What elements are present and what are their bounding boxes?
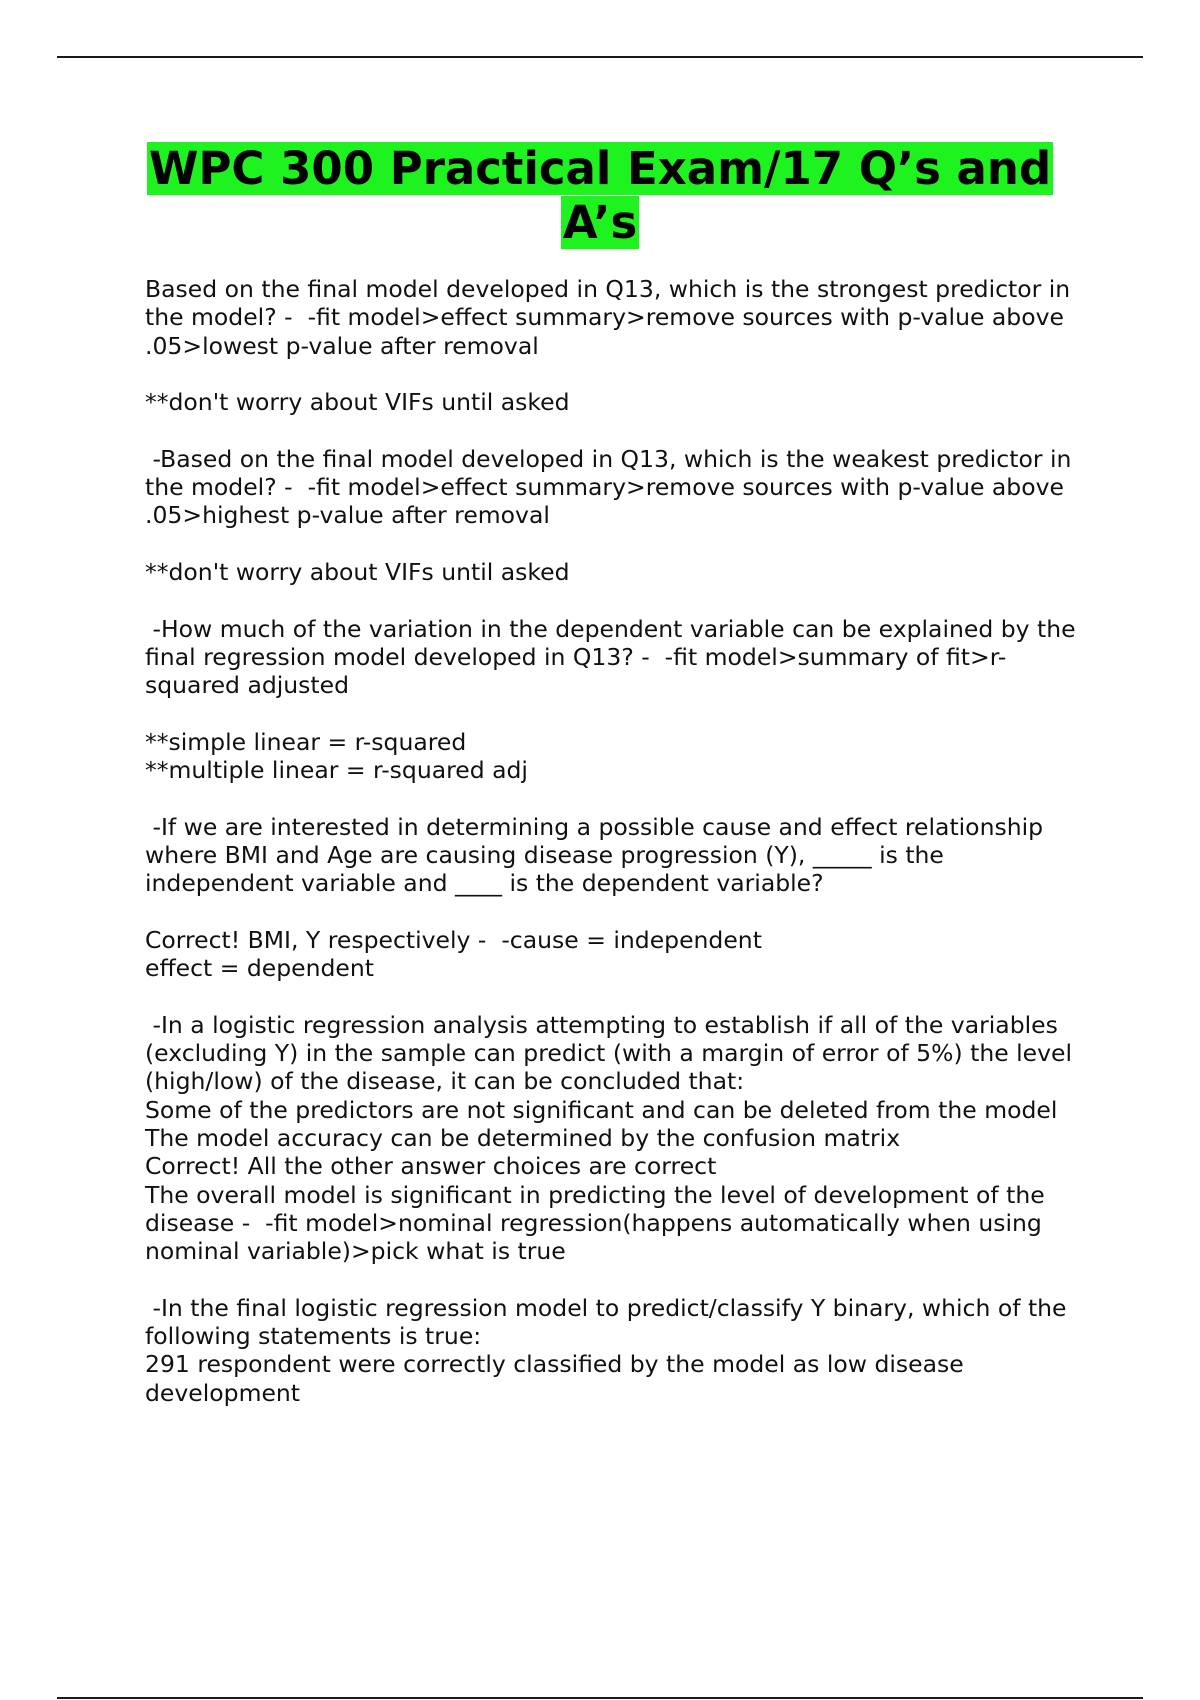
note-vifs-2: **don't worry about VIFs until asked: [145, 557, 570, 586]
paragraph-weakest-predictor: -Based on the final model developed in Q13, which is the weakest predictor in the model? - -fit model>effect summary>remove sources with p-value above .05>highest p-value after removal: [145, 444, 1079, 530]
answer-cause-effect: Correct! BMI, Y respectively - -cause = independent effect = dependent: [145, 925, 762, 983]
paragraph-strongest-predictor: Based on the final model developed in Q13, which is the strongest predictor in the model? - -fit model>effect summary>remove sources with p-value above .05>lowest p-value after removal: [145, 275, 1078, 360]
document-title: [140, 142, 1060, 250]
title-highlight: WPC 300 Practical Exam/17 Q’s and A’s: [148, 142, 1052, 249]
header-rule: [57, 56, 1143, 58]
paragraph-cause-effect: -If we are interested in determining a possible cause and effect relationship where BMI and Age are causing disease progression (Y), _____ is the independent variable and ____ is the dependent variable?: [145, 812, 1051, 898]
document-body: [145, 275, 1095, 1407]
note-vifs-1: **don't worry about VIFs until asked: [145, 388, 570, 417]
footer-rule: [57, 1697, 1143, 1699]
note-r-squared: **simple linear = r-squared **multiple linear = r-squared adj: [145, 727, 528, 785]
paragraph-logistic-regression: -In a logistic regression analysis attempting to establish if all of the variables (excluding Y) in the sample can predict (with a margin of error of 5%) the level (high/low) of the disease, it can be concluded that: Some of the predictors are not significant and can be deleted from the model The model accuracy can be determined by the confusion matrix Correct! All the other answer choices are correct The overall model is significant in predicting the level of development of the disease - -fit model>nominal regression(happens automatically when using nominal variable)>pick what is true: [145, 1010, 1073, 1266]
paragraph-variation-explained: -How much of the variation in the dependent variable can be explained by the final regression model developed in Q13? - -fit model>summary of fit>r-squared adjusted: [145, 614, 1084, 700]
paragraph-final-logistic-model: -In the final logistic regression model to predict/classify Y binary, which of the following statements is true: 291 respondent were correctly classified by the model as low disease development: [145, 1293, 1067, 1407]
